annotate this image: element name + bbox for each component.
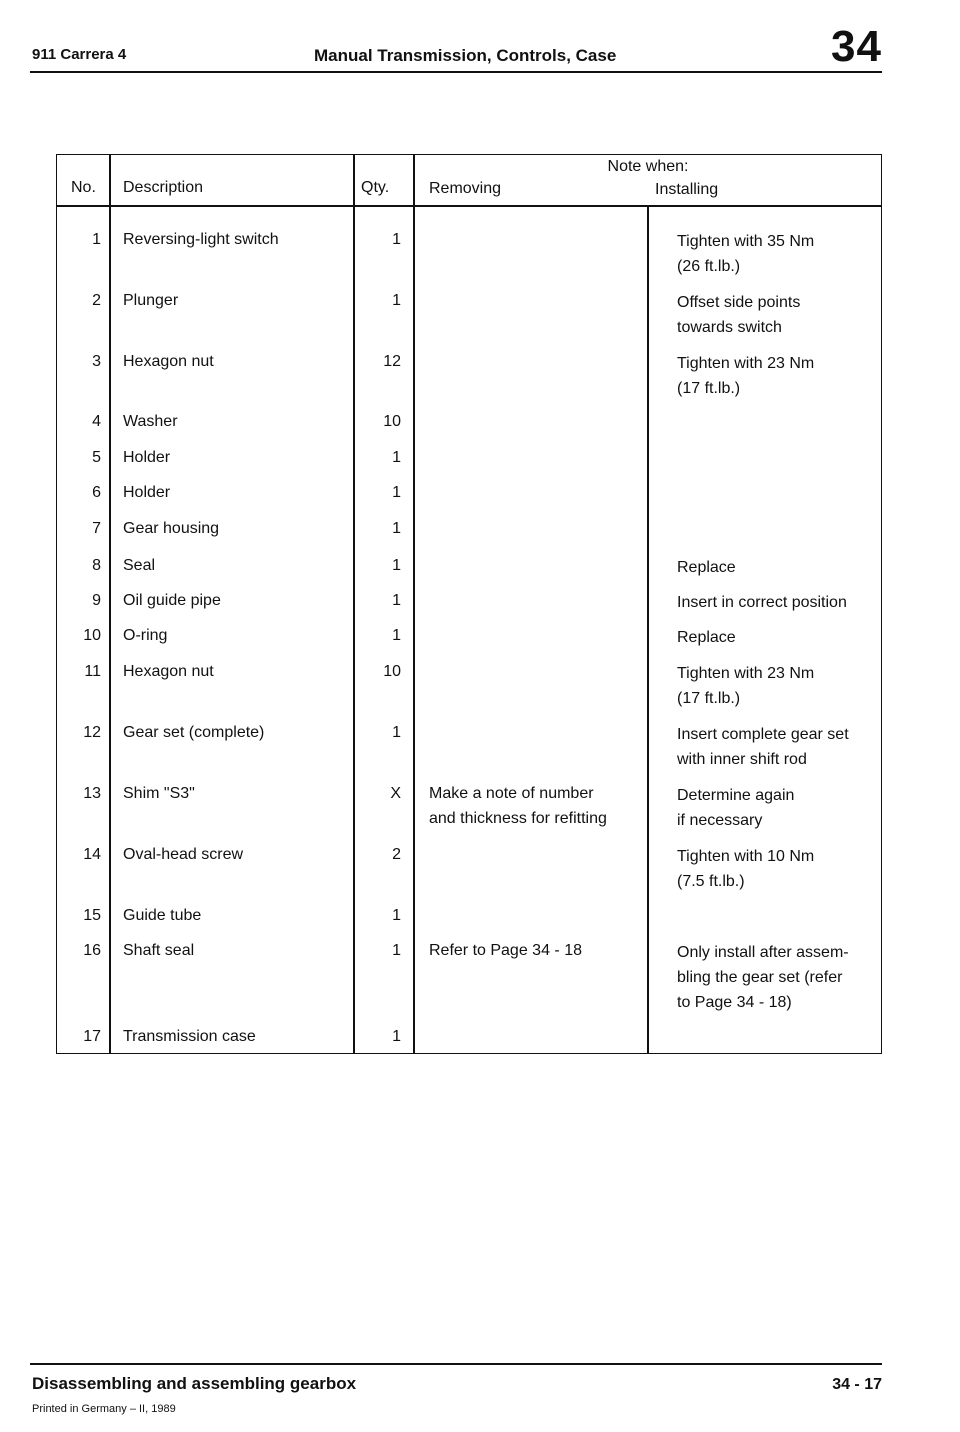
row-quantity: 1 — [392, 1028, 401, 1045]
row-number: 8 — [92, 557, 101, 574]
row-installing-note-line: towards switch — [677, 319, 782, 336]
row-description: Washer — [123, 413, 178, 430]
row-installing-note-line: with inner shift rod — [677, 751, 807, 768]
row-description: Seal — [123, 557, 156, 574]
row-description: Holder — [123, 449, 171, 466]
row-quantity: 2 — [392, 846, 401, 863]
row-description: Holder — [123, 484, 171, 501]
parts-table — [56, 154, 882, 1054]
row-description: Transmission case — [123, 1028, 256, 1045]
row-removing-note-line: and thickness for refitting — [429, 810, 607, 827]
row-number: 4 — [92, 413, 101, 430]
row-installing-note — [677, 229, 883, 279]
row-quantity: 1 — [392, 942, 401, 959]
page-title: Manual Transmission, Controls, Case — [314, 46, 617, 65]
column-divider — [413, 155, 415, 1053]
row-removing-note-line: Make a note of number — [429, 785, 594, 802]
row-installing-note-line: Tighten with 23 Nm — [677, 355, 815, 372]
col-header-installing: Installing — [655, 181, 719, 198]
row-installing-note-line: if necessary — [677, 812, 763, 829]
row-description: Hexagon nut — [123, 353, 214, 370]
row-description: Shim "S3" — [123, 785, 195, 802]
row-installing-note — [677, 625, 883, 650]
footer-title: Disassembling and assembling gearbox — [32, 1374, 357, 1393]
row-number: 2 — [92, 292, 101, 309]
row-description: Shaft seal — [123, 942, 195, 959]
model-name: 911 Carrera 4 — [32, 46, 127, 63]
note-when-header: Note when: — [607, 158, 689, 175]
row-installing-note-line: Tighten with 10 Nm — [677, 848, 815, 865]
row-quantity: 12 — [383, 353, 401, 370]
row-installing-note — [677, 844, 883, 894]
col-header-description: Description — [123, 179, 204, 196]
row-quantity: 1 — [392, 557, 401, 574]
print-info: Printed in Germany – II, 1989 — [32, 1403, 176, 1415]
row-quantity: 10 — [383, 663, 401, 680]
col-header-no: No. — [71, 179, 96, 196]
row-installing-note — [677, 555, 883, 580]
row-installing-note-line: Offset side points — [677, 294, 801, 311]
row-number: 1 — [92, 231, 101, 248]
row-installing-note — [677, 783, 883, 833]
row-quantity: 1 — [392, 484, 401, 501]
row-installing-note-line: Tighten with 23 Nm — [677, 665, 815, 682]
header-rule — [30, 71, 882, 73]
row-installing-note-line: Tighten with 35 Nm — [677, 233, 815, 250]
row-installing-note-line: bling the gear set (refer — [677, 969, 843, 986]
row-installing-note-line: Insert complete gear set — [677, 726, 849, 743]
row-quantity: 1 — [392, 592, 401, 609]
row-number: 9 — [92, 592, 101, 609]
row-installing-note — [677, 940, 883, 1015]
row-installing-note — [677, 590, 883, 615]
row-description: O-ring — [123, 627, 168, 644]
row-quantity: X — [390, 785, 401, 802]
row-description: Oval-head screw — [123, 846, 244, 863]
section-number: 34 — [831, 22, 882, 71]
row-number: 12 — [83, 724, 101, 741]
row-number: 6 — [92, 484, 101, 501]
row-quantity: 1 — [392, 231, 401, 248]
row-quantity: 1 — [392, 907, 401, 924]
row-number: 15 — [83, 907, 101, 924]
row-removing-note-line: Refer to Page 34 - 18 — [429, 942, 582, 959]
row-installing-note — [677, 290, 883, 340]
row-installing-note-line: Determine again — [677, 787, 795, 804]
col-header-removing: Removing — [429, 180, 502, 197]
header-divider — [57, 205, 881, 207]
row-quantity: 1 — [392, 449, 401, 466]
row-description: Oil guide pipe — [123, 592, 221, 609]
row-quantity: 1 — [392, 627, 401, 644]
footer-rule — [30, 1363, 882, 1365]
row-installing-note-line: Replace — [677, 629, 736, 646]
row-quantity: 10 — [383, 413, 401, 430]
row-number: 17 — [83, 1028, 101, 1045]
row-description: Guide tube — [123, 907, 202, 924]
row-installing-note — [677, 351, 883, 401]
col-header-qty: Qty. — [361, 179, 390, 196]
row-installing-note-line: Only install after assem- — [677, 944, 849, 961]
row-number: 13 — [83, 785, 101, 802]
row-number: 7 — [92, 520, 101, 537]
row-description: Reversing-light switch — [123, 231, 279, 248]
row-description: Plunger — [123, 292, 179, 309]
row-number: 3 — [92, 353, 101, 370]
row-number: 11 — [84, 663, 101, 680]
row-number: 14 — [83, 846, 101, 863]
row-installing-note — [677, 722, 883, 772]
row-number: 10 — [83, 627, 101, 644]
row-installing-note-line: (7.5 ft.lb.) — [677, 873, 745, 890]
row-installing-note-line: to Page 34 - 18) — [677, 994, 792, 1011]
row-installing-note-line: Replace — [677, 559, 736, 576]
row-number: 5 — [92, 449, 101, 466]
row-installing-note-line: (17 ft.lb.) — [677, 380, 741, 397]
column-divider — [647, 205, 649, 1053]
row-installing-note — [677, 661, 883, 711]
row-quantity: 1 — [392, 724, 401, 741]
row-description: Hexagon nut — [123, 663, 214, 680]
row-removing-note — [429, 938, 649, 963]
row-removing-note — [429, 781, 649, 831]
row-quantity: 1 — [392, 292, 401, 309]
row-quantity: 1 — [392, 520, 401, 537]
column-divider — [109, 155, 111, 1053]
row-installing-note-line: (26 ft.lb.) — [677, 258, 741, 275]
row-description: Gear set (complete) — [123, 724, 265, 741]
row-installing-note-line: Insert in correct position — [677, 594, 847, 611]
page-number: 34 - 17 — [832, 1376, 882, 1393]
row-description: Gear housing — [123, 520, 220, 537]
row-number: 16 — [83, 942, 101, 959]
row-installing-note-line: (17 ft.lb.) — [677, 690, 741, 707]
